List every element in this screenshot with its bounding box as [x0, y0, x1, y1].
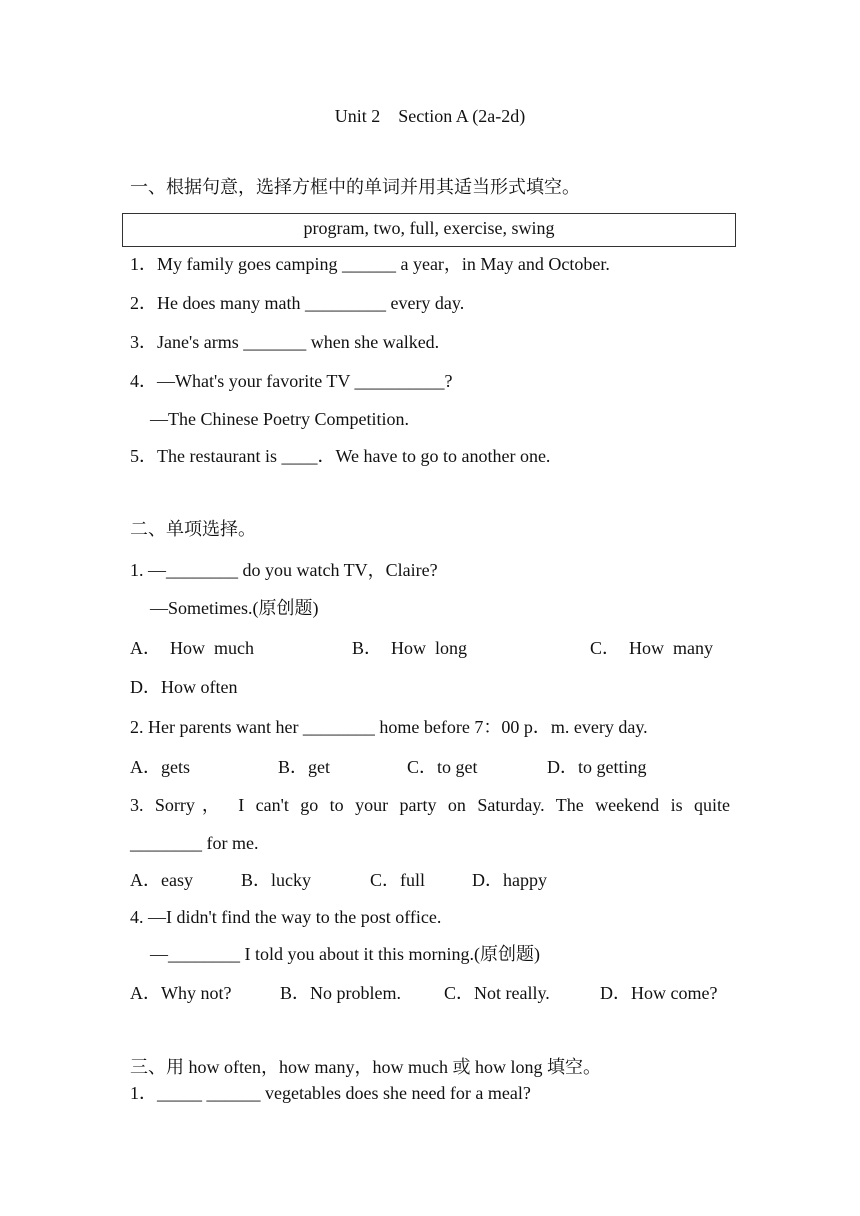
word-box: program, two, full, exercise, swing	[122, 213, 736, 247]
q3-option-c: C．full	[370, 870, 426, 890]
q1-reply: —Sometimes.(原创题)	[150, 598, 319, 618]
q1-option-c: C． How many	[590, 638, 713, 658]
q1-stem: 1. —________ do you watch TV，Claire?	[130, 560, 438, 580]
q2-option-c: C．to get	[407, 757, 478, 777]
q3-option-a: A．easy	[130, 870, 193, 890]
q4-option-c: C．Not really.	[444, 983, 550, 1003]
q2-option-b: B．get	[278, 757, 330, 777]
q3-option-b: B．lucky	[241, 870, 311, 890]
q4-option-b: B．No problem.	[280, 983, 401, 1003]
part1-item-4: 4．—What's your favorite TV __________?	[130, 371, 453, 391]
q1-option-d: D．How often	[130, 677, 238, 697]
part3-item-1: 1．_____ ______ vegetables does she need for a meal?	[130, 1083, 531, 1103]
q2-stem: 2. Her parents want her ________ home before 7：00 p．m. every day.	[130, 717, 648, 737]
q2-option-d: D．to getting	[547, 757, 647, 777]
page-title: Unit 2 Section A (2a-2d)	[334, 106, 526, 126]
section-2-heading: 二、单项选择。	[130, 519, 256, 539]
part1-item-4-answer: —The Chinese Poetry Competition.	[150, 409, 409, 429]
q1-option-b: B． How long	[352, 638, 468, 658]
q4-option-d: D．How come?	[600, 983, 718, 1003]
q3-option-d: D．happy	[472, 870, 547, 890]
section-3-heading: 三、用 how often，how many，how much 或 how long 填空。	[130, 1057, 601, 1077]
q1-option-a: A． How much	[130, 638, 254, 658]
part1-item-5: 5．The restaurant is ____．We have to go to another one.	[130, 446, 551, 466]
part1-item-3: 3．Jane's arms _______ when she walked.	[130, 332, 440, 352]
q4-stem: 4. —I didn't find the way to the post office.	[130, 907, 442, 927]
section-1-heading: 一、根据句意，选择方框中的单词并用其适当形式填空。	[130, 177, 580, 197]
q3-stem-continued: ________ for me.	[130, 833, 259, 853]
part1-item-1: 1．My family goes camping ______ a year，in May and October.	[130, 254, 610, 274]
q3-stem: 3. Sorry， I can't go to your party on Saturday. The weekend is quite	[130, 795, 730, 815]
q4-reply: —________ I told you about it this morning.(原创题)	[150, 944, 540, 964]
q2-option-a: A．gets	[130, 757, 190, 777]
part1-item-2: 2．He does many math _________ every day.	[130, 293, 465, 313]
q4-option-a: A．Why not?	[130, 983, 232, 1003]
